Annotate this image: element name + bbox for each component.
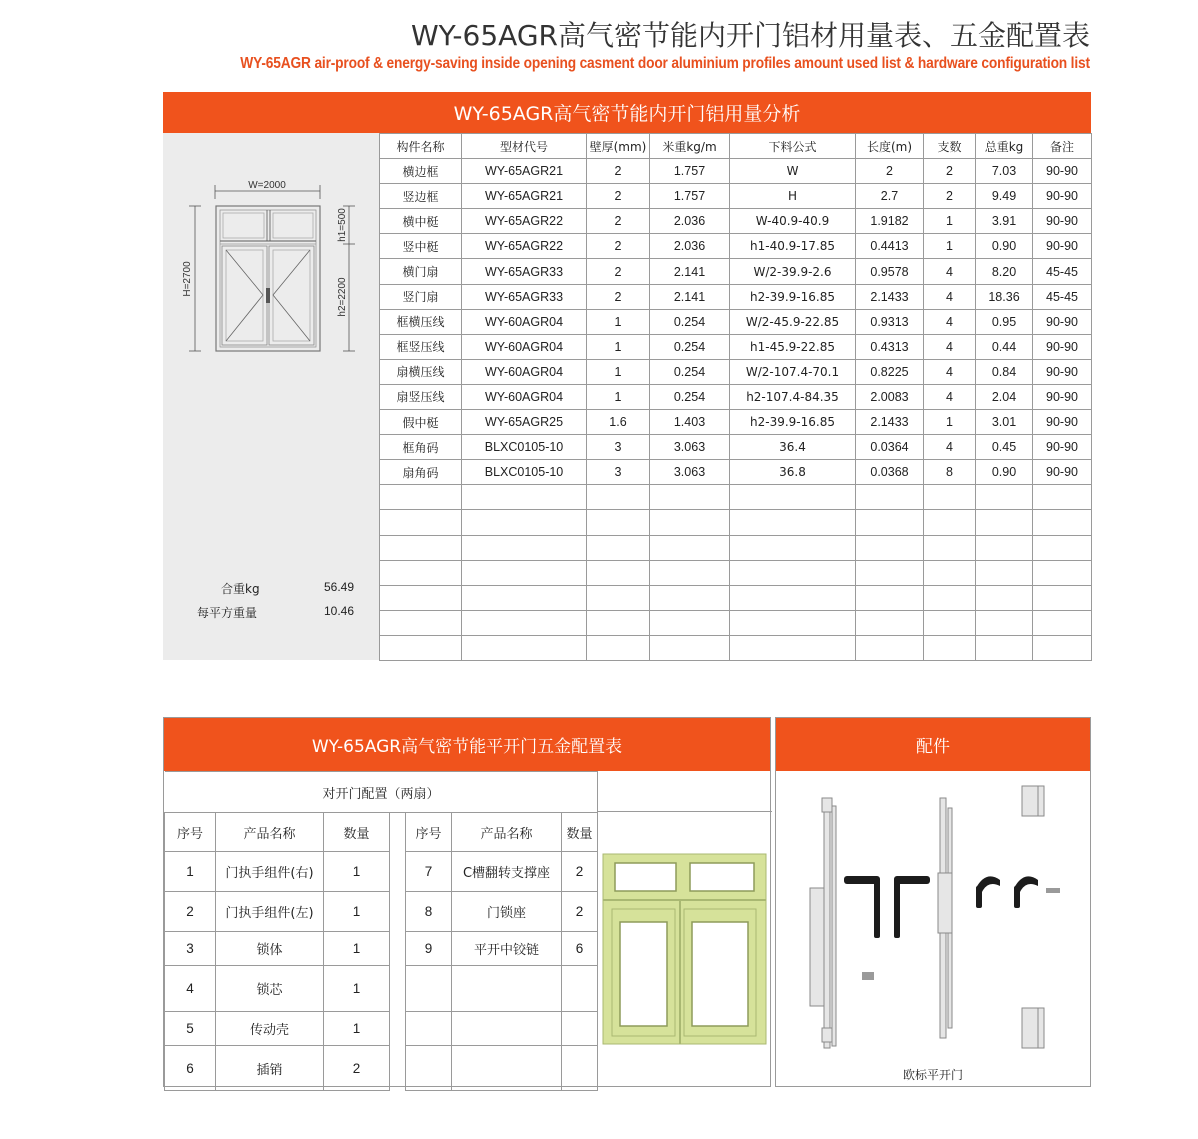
col-header: 型材代号	[462, 134, 587, 159]
usage-cell: 横边框	[380, 159, 462, 184]
usage-cell	[587, 560, 650, 585]
usage-cell: 扇竖压线	[380, 384, 462, 409]
usage-cell: 3.01	[976, 410, 1033, 435]
usage-table-empty-row	[380, 485, 1092, 510]
usage-cell: WY-60AGR04	[462, 359, 587, 384]
usage-table-row	[380, 435, 1092, 460]
width-dimension-label: W=2000	[248, 180, 286, 191]
usage-cell	[1033, 485, 1092, 510]
usage-cell: 4	[924, 384, 976, 409]
usage-table-row	[380, 234, 1092, 259]
usage-cell: 2.0083	[856, 384, 924, 409]
usage-cell: 1.403	[650, 410, 730, 435]
col-header: 米重kg/m	[650, 134, 730, 159]
per-sqm-weight-value: 10.46	[324, 604, 355, 618]
door-drawing-panel	[163, 133, 379, 660]
usage-cell: 2	[587, 209, 650, 234]
usage-table-row	[380, 460, 1092, 485]
usage-cell: 0.9313	[856, 309, 924, 334]
usage-cell: 36.8	[730, 460, 856, 485]
usage-cell	[730, 560, 856, 585]
usage-cell: 1	[924, 209, 976, 234]
usage-cell: 2.141	[650, 259, 730, 284]
usage-table-empty-row	[380, 510, 1092, 535]
hardware-cell: 2	[562, 852, 598, 892]
usage-cell: 假中梃	[380, 410, 462, 435]
usage-cell	[650, 635, 730, 660]
usage-cell: 0.95	[976, 309, 1033, 334]
usage-table-row	[380, 359, 1092, 384]
hardware-cell: 锁体	[216, 932, 324, 966]
usage-cell: 4	[924, 259, 976, 284]
usage-cell: 1	[587, 359, 650, 384]
hardware-cell: 5	[165, 1012, 216, 1046]
usage-cell: 2.7	[856, 184, 924, 209]
usage-cell: 7.03	[976, 159, 1033, 184]
usage-cell	[587, 485, 650, 510]
usage-cell: 2.1433	[856, 410, 924, 435]
usage-cell	[650, 485, 730, 510]
col-header: 总重kg	[976, 134, 1033, 159]
usage-cell: 1	[924, 234, 976, 259]
usage-cell: 2.141	[650, 284, 730, 309]
parts-caption: 欧标平开门	[902, 1068, 963, 1082]
usage-cell	[650, 585, 730, 610]
usage-cell: 90-90	[1033, 410, 1092, 435]
usage-cell	[587, 585, 650, 610]
usage-table-row	[380, 334, 1092, 359]
usage-cell: 8	[924, 460, 976, 485]
usage-cell: h1-40.9-17.85	[730, 234, 856, 259]
usage-cell: 90-90	[1033, 384, 1092, 409]
usage-cell	[730, 485, 856, 510]
usage-cell: 0.90	[976, 460, 1033, 485]
hardware-cell: 9	[406, 932, 452, 966]
usage-table-empty-row	[380, 535, 1092, 560]
hardware-cell	[390, 966, 406, 1012]
hardware-cell: 门锁座	[452, 892, 562, 932]
hardware-cell: 2	[324, 1046, 390, 1091]
usage-cell: 90-90	[1033, 460, 1092, 485]
hardware-cell: 1	[324, 852, 390, 892]
usage-section	[163, 92, 1091, 660]
h1-dimension-label: h1=500	[337, 208, 348, 242]
usage-cell: W/2-45.9-22.85	[730, 309, 856, 334]
parts-section	[775, 717, 1091, 1087]
usage-cell	[462, 485, 587, 510]
usage-cell: 36.4	[730, 435, 856, 460]
usage-cell: 0.254	[650, 359, 730, 384]
col-header-qty: 数量	[562, 813, 598, 852]
hardware-cell	[406, 1012, 452, 1046]
usage-cell: h1-45.9-22.85	[730, 334, 856, 359]
usage-cell: 0.90	[976, 234, 1033, 259]
hardware-cell: 传动壳	[216, 1012, 324, 1046]
hardware-cell	[406, 966, 452, 1012]
usage-cell	[650, 510, 730, 535]
usage-cell	[650, 560, 730, 585]
usage-cell: 4	[924, 435, 976, 460]
usage-cell	[856, 610, 924, 635]
usage-cell	[1033, 560, 1092, 585]
usage-cell	[1033, 585, 1092, 610]
usage-cell: 2	[856, 159, 924, 184]
col-header: 长度(m)	[856, 134, 924, 159]
double-door-illustration	[598, 812, 772, 1087]
hardware-cell: 6	[165, 1046, 216, 1091]
hardware-cell: 1	[324, 932, 390, 966]
usage-table-row	[380, 184, 1092, 209]
usage-cell: 4	[924, 334, 976, 359]
usage-cell: 90-90	[1033, 184, 1092, 209]
hardware-cell: 平开中铰链	[452, 932, 562, 966]
usage-cell	[1033, 635, 1092, 660]
usage-cell: 2	[587, 159, 650, 184]
usage-cell	[462, 510, 587, 535]
h2-dimension-label: h2=2200	[337, 277, 348, 317]
hardware-cell	[390, 1012, 406, 1046]
usage-cell: 2.1433	[856, 284, 924, 309]
usage-cell: h2-39.9-16.85	[730, 410, 856, 435]
usage-cell: 90-90	[1033, 209, 1092, 234]
usage-cell: WY-65AGR21	[462, 184, 587, 209]
usage-cell: 框角码	[380, 435, 462, 460]
usage-cell: WY-65AGR33	[462, 259, 587, 284]
hardware-cell: 3	[165, 932, 216, 966]
usage-cell	[1033, 610, 1092, 635]
usage-cell: 0.0364	[856, 435, 924, 460]
usage-cell	[730, 635, 856, 660]
usage-cell: 0.0368	[856, 460, 924, 485]
usage-cell: 2	[924, 159, 976, 184]
usage-cell: 3.063	[650, 460, 730, 485]
usage-cell: 1.6	[587, 410, 650, 435]
hardware-cell: 门执手组件(左)	[216, 892, 324, 932]
usage-cell	[924, 535, 976, 560]
usage-cell: 3.91	[976, 209, 1033, 234]
usage-cell	[730, 510, 856, 535]
col-header: 下料公式	[730, 134, 856, 159]
usage-cell: 90-90	[1033, 334, 1092, 359]
usage-cell: 1.9182	[856, 209, 924, 234]
door-elevation-drawing	[163, 133, 379, 413]
config-title: 对开门配置（两扇）	[165, 772, 598, 813]
usage-cell: 0.45	[976, 435, 1033, 460]
usage-cell: WY-65AGR22	[462, 209, 587, 234]
hardware-row	[165, 892, 598, 932]
usage-cell: 1	[924, 410, 976, 435]
usage-cell	[856, 635, 924, 660]
usage-cell: 2	[924, 184, 976, 209]
usage-cell	[587, 535, 650, 560]
usage-table-empty-row	[380, 610, 1092, 635]
col-header: 备注	[1033, 134, 1092, 159]
hardware-cell: 门执手组件(右)	[216, 852, 324, 892]
hardware-cell: 2	[165, 892, 216, 932]
usage-table-row	[380, 159, 1092, 184]
usage-cell: 0.9578	[856, 259, 924, 284]
page-subtitle-en: WY-65AGR air-proof & energy-saving inside opening casment door aluminium profiles amount used list & hardware configuration list	[240, 55, 1090, 72]
usage-cell: 1	[587, 334, 650, 359]
usage-table	[379, 133, 1092, 661]
usage-cell	[730, 610, 856, 635]
usage-cell	[976, 485, 1033, 510]
usage-table-header	[380, 134, 1092, 159]
usage-cell	[462, 535, 587, 560]
usage-cell: 90-90	[1033, 309, 1092, 334]
usage-cell: 9.49	[976, 184, 1033, 209]
usage-cell	[976, 560, 1033, 585]
usage-cell: W/2-39.9-2.6	[730, 259, 856, 284]
hardware-cell: 1	[324, 1012, 390, 1046]
usage-cell	[730, 535, 856, 560]
usage-cell: 2.04	[976, 384, 1033, 409]
usage-cell: h2-39.9-16.85	[730, 284, 856, 309]
usage-table-row	[380, 209, 1092, 234]
hardware-row	[165, 932, 598, 966]
usage-cell	[976, 635, 1033, 660]
usage-cell: 横门扇	[380, 259, 462, 284]
usage-cell	[587, 510, 650, 535]
usage-cell: 45-45	[1033, 259, 1092, 284]
usage-cell: 2.036	[650, 234, 730, 259]
usage-cell: WY-60AGR04	[462, 334, 587, 359]
usage-cell	[924, 585, 976, 610]
usage-cell: 扇横压线	[380, 359, 462, 384]
usage-cell: 0.254	[650, 384, 730, 409]
hardware-cell: 6	[562, 932, 598, 966]
hardware-row	[165, 852, 598, 892]
usage-cell: 3	[587, 460, 650, 485]
hardware-cell	[562, 966, 598, 1012]
usage-cell: 18.36	[976, 284, 1033, 309]
usage-cell	[976, 510, 1033, 535]
usage-cell	[924, 510, 976, 535]
hardware-row	[165, 966, 598, 1012]
hardware-cell: 8	[406, 892, 452, 932]
total-weight-label: 合重kg	[221, 582, 260, 596]
usage-cell: 竖门扇	[380, 284, 462, 309]
col-header: 支数	[924, 134, 976, 159]
usage-cell: WY-60AGR04	[462, 384, 587, 409]
usage-cell	[924, 560, 976, 585]
usage-cell: h2-107.4-84.35	[730, 384, 856, 409]
usage-cell: 0.44	[976, 334, 1033, 359]
usage-cell	[856, 585, 924, 610]
usage-cell: 1	[587, 309, 650, 334]
usage-cell: WY-65AGR22	[462, 234, 587, 259]
usage-cell	[462, 610, 587, 635]
usage-cell: 90-90	[1033, 159, 1092, 184]
usage-table-row	[380, 384, 1092, 409]
hardware-row	[165, 1046, 598, 1091]
usage-cell: WY-65AGR33	[462, 284, 587, 309]
hardware-cell	[390, 852, 406, 892]
usage-cell	[856, 560, 924, 585]
usage-cell: 2	[587, 284, 650, 309]
hardware-cell	[390, 932, 406, 966]
usage-cell: 45-45	[1033, 284, 1092, 309]
usage-cell	[380, 610, 462, 635]
usage-cell: 0.8225	[856, 359, 924, 384]
col-header-no: 序号	[406, 813, 452, 852]
usage-cell: 0.254	[650, 309, 730, 334]
usage-cell	[650, 535, 730, 560]
hardware-cell: 1	[324, 966, 390, 1012]
usage-cell: 框横压线	[380, 309, 462, 334]
hardware-cell: C槽翻转支撑座	[452, 852, 562, 892]
col-header-name: 产品名称	[452, 813, 562, 852]
usage-cell	[587, 610, 650, 635]
hardware-cell	[406, 1046, 452, 1091]
usage-cell: 4	[924, 309, 976, 334]
usage-cell: W	[730, 159, 856, 184]
usage-cell: 2.036	[650, 209, 730, 234]
usage-cell	[462, 585, 587, 610]
col-header-name: 产品名称	[216, 813, 324, 852]
usage-cell	[924, 635, 976, 660]
usage-cell	[462, 635, 587, 660]
hardware-cell	[562, 1046, 598, 1091]
usage-cell: 4	[924, 284, 976, 309]
usage-cell: 1.757	[650, 159, 730, 184]
usage-cell	[976, 585, 1033, 610]
usage-table-empty-row	[380, 635, 1092, 660]
height-dimension-label: H=2700	[182, 261, 193, 297]
usage-cell	[380, 585, 462, 610]
hardware-cell: 4	[165, 966, 216, 1012]
usage-cell: WY-60AGR04	[462, 309, 587, 334]
usage-cell	[650, 610, 730, 635]
usage-cell	[976, 535, 1033, 560]
usage-cell: 3	[587, 435, 650, 460]
hardware-cell: 2	[562, 892, 598, 932]
hardware-section	[163, 717, 771, 1087]
usage-cell: 0.4413	[856, 234, 924, 259]
usage-cell	[856, 535, 924, 560]
usage-cell: 4	[924, 359, 976, 384]
per-sqm-weight-label: 每平方重量	[197, 606, 258, 620]
usage-table-row	[380, 259, 1092, 284]
col-header: 构件名称	[380, 134, 462, 159]
usage-cell: WY-65AGR21	[462, 159, 587, 184]
usage-cell: 2	[587, 184, 650, 209]
usage-cell: 1	[587, 384, 650, 409]
usage-cell: 90-90	[1033, 435, 1092, 460]
col-header-no: 序号	[165, 813, 216, 852]
usage-cell: 90-90	[1033, 234, 1092, 259]
usage-table-row	[380, 410, 1092, 435]
usage-cell	[856, 510, 924, 535]
usage-cell: W-40.9-40.9	[730, 209, 856, 234]
parts-banner: 配件	[776, 718, 1090, 771]
usage-cell	[462, 560, 587, 585]
hardware-banner: WY-65AGR高气密节能平开门五金配置表	[164, 718, 770, 771]
hardware-cell: 1	[324, 892, 390, 932]
usage-cell	[380, 510, 462, 535]
usage-cell: 90-90	[1033, 359, 1092, 384]
usage-cell: 0.254	[650, 334, 730, 359]
usage-cell	[587, 635, 650, 660]
hardware-cell	[452, 966, 562, 1012]
hardware-cell	[562, 1012, 598, 1046]
usage-cell: H	[730, 184, 856, 209]
page-title: WY-65AGR高气密节能内开门铝材用量表、五金配置表	[410, 19, 1090, 52]
hardware-cell	[452, 1046, 562, 1091]
hardware-cell	[390, 1046, 406, 1091]
usage-cell: BLXC0105-10	[462, 460, 587, 485]
usage-banner: WY-65AGR高气密节能内开门铝用量分析	[163, 92, 1091, 133]
hardware-cell	[390, 892, 406, 932]
usage-cell: 8.20	[976, 259, 1033, 284]
usage-cell: 1.757	[650, 184, 730, 209]
usage-cell: 扇角码	[380, 460, 462, 485]
usage-cell: 2	[587, 259, 650, 284]
hardware-row	[165, 1012, 598, 1046]
usage-cell: 竖边框	[380, 184, 462, 209]
usage-cell: 横中梃	[380, 209, 462, 234]
usage-cell	[976, 610, 1033, 635]
usage-cell	[730, 585, 856, 610]
usage-cell: 0.84	[976, 359, 1033, 384]
usage-table-empty-row	[380, 585, 1092, 610]
usage-cell	[1033, 535, 1092, 560]
usage-cell: 2	[587, 234, 650, 259]
hardware-cell	[452, 1012, 562, 1046]
usage-cell: WY-65AGR25	[462, 410, 587, 435]
hardware-cell: 1	[165, 852, 216, 892]
usage-table-empty-row	[380, 560, 1092, 585]
usage-table-row	[380, 309, 1092, 334]
usage-cell	[380, 485, 462, 510]
usage-cell	[380, 560, 462, 585]
usage-cell	[856, 485, 924, 510]
usage-cell: 竖中梃	[380, 234, 462, 259]
hardware-cell: 锁芯	[216, 966, 324, 1012]
usage-cell: 3.063	[650, 435, 730, 460]
total-weight-value: 56.49	[324, 580, 355, 594]
col-header-qty: 数量	[324, 813, 390, 852]
door-illustration-cell	[597, 771, 771, 1087]
usage-cell	[380, 535, 462, 560]
hardware-cell: 插销	[216, 1046, 324, 1091]
usage-cell: 框竖压线	[380, 334, 462, 359]
usage-table-row	[380, 284, 1092, 309]
usage-cell: W/2-107.4-70.1	[730, 359, 856, 384]
usage-cell	[924, 610, 976, 635]
usage-cell	[380, 635, 462, 660]
usage-cell	[1033, 510, 1092, 535]
hardware-table	[164, 771, 598, 1091]
usage-cell: 0.4313	[856, 334, 924, 359]
col-header: 壁厚(mm)	[587, 134, 650, 159]
usage-cell: BLXC0105-10	[462, 435, 587, 460]
hardware-cell: 7	[406, 852, 452, 892]
usage-cell	[924, 485, 976, 510]
hardware-parts-image	[776, 778, 1090, 1068]
